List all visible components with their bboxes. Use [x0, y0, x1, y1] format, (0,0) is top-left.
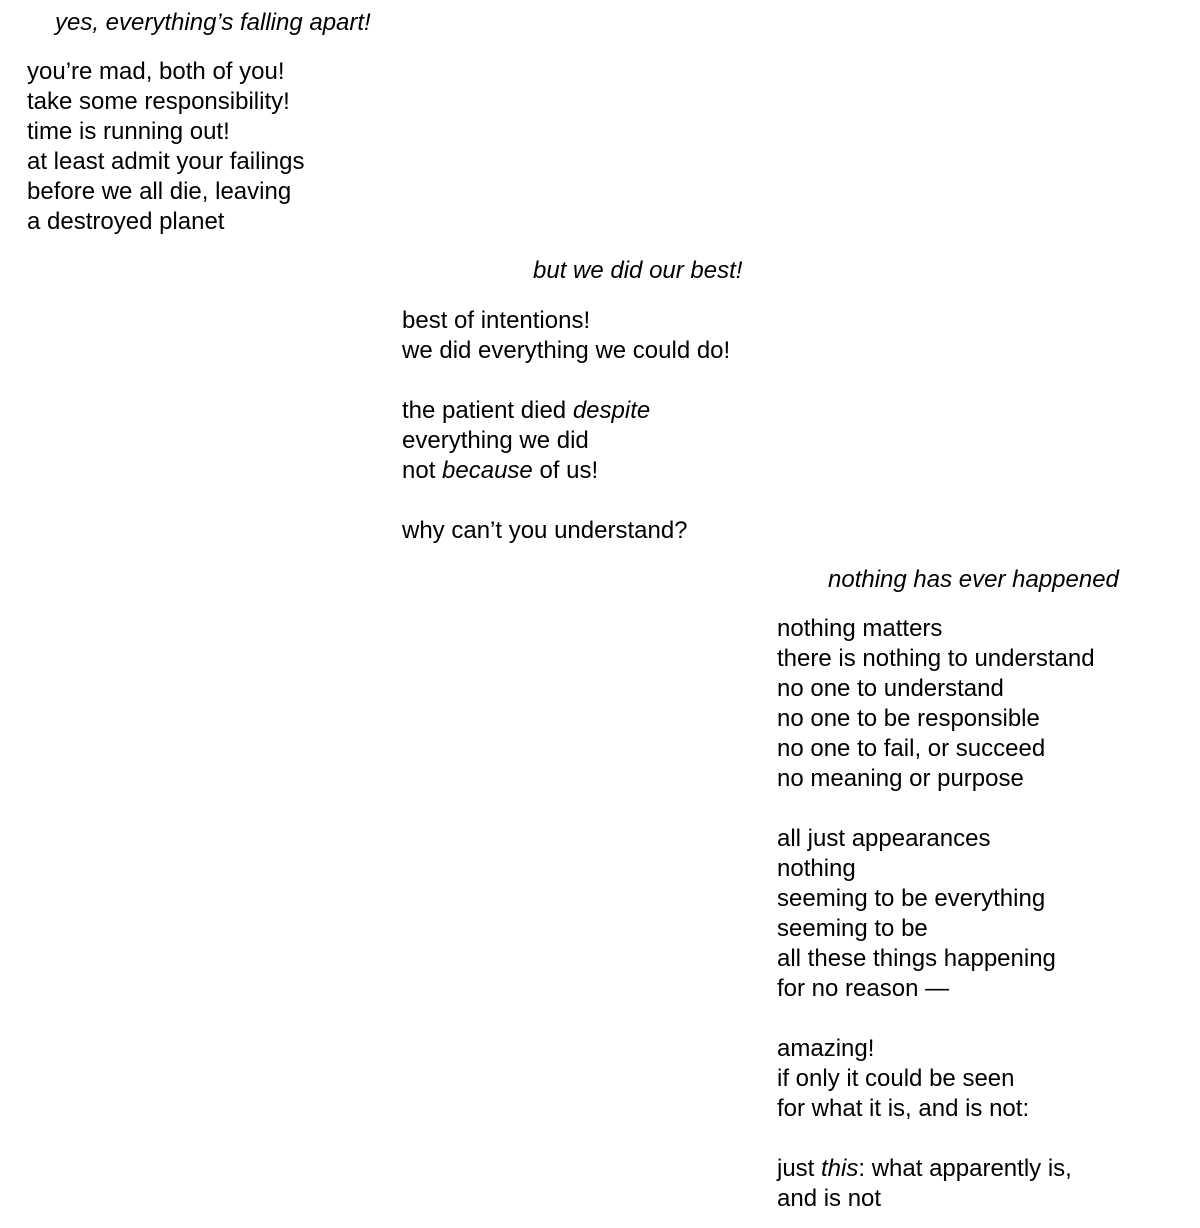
verse-line: not because of us!	[402, 457, 599, 484]
verse-line: why can’t you understand?	[402, 517, 688, 544]
verse-line: nothing matters	[777, 615, 943, 642]
verse-line: amazing!	[777, 1035, 875, 1062]
verse-line: time is running out!	[27, 118, 230, 145]
verse-line: take some responsibility!	[27, 88, 290, 115]
verse-line: all just appearances	[777, 825, 991, 852]
section1-stanza	[27, 57, 304, 237]
stanza-break	[777, 1004, 1095, 1034]
verse-line: for what it is, and is not:	[777, 1095, 1030, 1122]
section1-heading: yes, everything’s falling apart!	[55, 9, 371, 36]
stanza-break	[777, 794, 1095, 824]
verse-line: you’re mad, both of you!	[27, 58, 285, 85]
section3-heading: nothing has ever happened	[828, 566, 1119, 593]
verse-line: just this: what apparently is,	[777, 1155, 1072, 1182]
verse-line: no one to be responsible	[777, 705, 1040, 732]
verse-line: there is nothing to understand	[777, 645, 1095, 672]
verse-line: everything we did	[402, 427, 589, 454]
verse-line: all these things happening	[777, 945, 1056, 972]
verse-line: no one to understand	[777, 675, 1004, 702]
emphasis: this	[821, 1155, 859, 1182]
verse-line: the patient died despite	[402, 397, 651, 424]
stanza-break	[402, 486, 730, 516]
verse-line: if only it could be seen	[777, 1065, 1015, 1092]
verse-line: for no reason —	[777, 975, 950, 1002]
verse-line: no one to fail, or succeed	[777, 735, 1046, 762]
verse-line: before we all die, leaving	[27, 178, 292, 205]
section3-stanza	[777, 614, 1095, 1214]
verse-line: and is not	[777, 1185, 882, 1212]
section2-stanza	[402, 306, 730, 546]
verse-line: a destroyed planet	[27, 208, 225, 235]
verse-line: we did everything we could do!	[402, 337, 731, 364]
verse-line: seeming to be	[777, 915, 928, 942]
section2-heading: but we did our best!	[533, 257, 743, 284]
emphasis: despite	[572, 397, 651, 424]
verse-line: best of intentions!	[402, 307, 591, 334]
emphasis: because	[442, 457, 533, 484]
verse-line: nothing	[777, 855, 856, 882]
verse-line: seeming to be everything	[777, 885, 1046, 912]
stanza-break	[402, 366, 730, 396]
verse-line: at least admit your failings	[27, 148, 305, 175]
verse-line: no meaning or purpose	[777, 765, 1024, 792]
stanza-break	[777, 1124, 1095, 1154]
